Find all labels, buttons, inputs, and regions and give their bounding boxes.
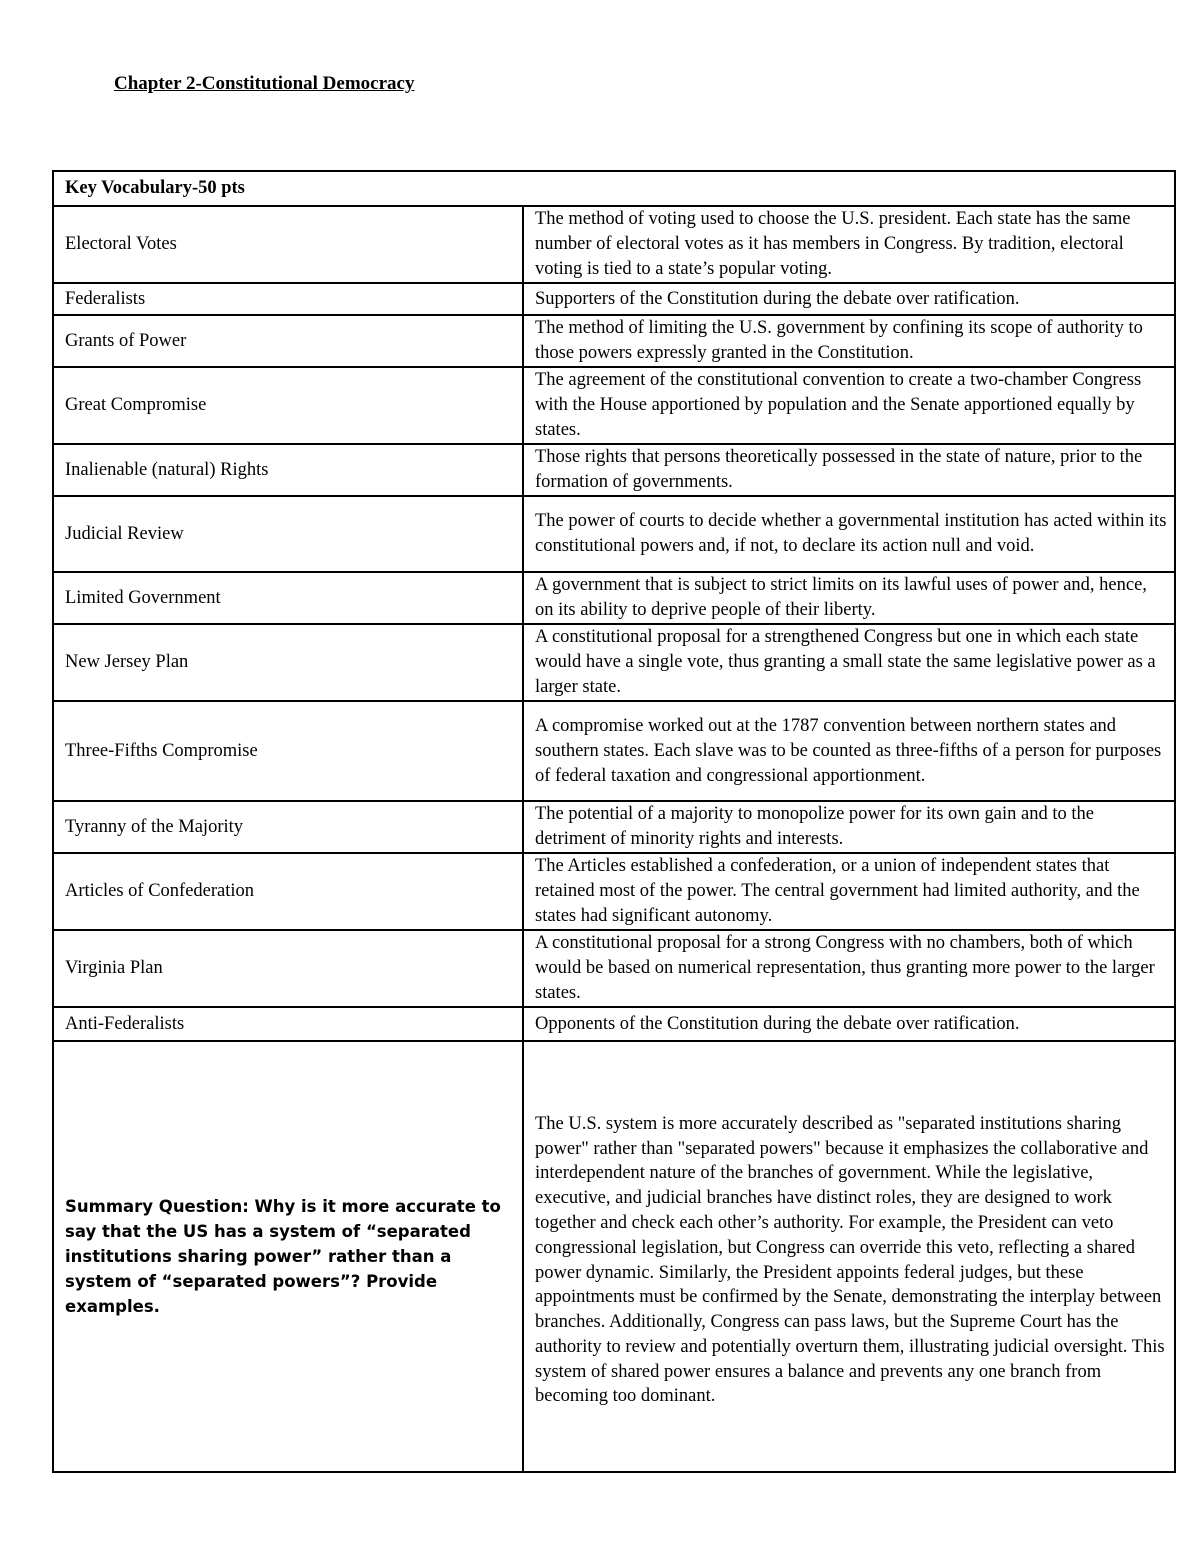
table-row	[53, 801, 1175, 853]
term-cell: Three-Fifths Compromise	[53, 701, 523, 801]
term-cell: New Jersey Plan	[53, 624, 523, 701]
term-cell: Electoral Votes	[53, 206, 523, 283]
page-title: Chapter 2-Constitutional Democracy	[114, 73, 415, 94]
table-row	[53, 367, 1175, 444]
definition-cell: A government that is subject to strict limits on its lawful uses of power and, hence, on its ability to deprive people of their liberty.	[523, 572, 1175, 624]
term-cell: Virginia Plan	[53, 930, 523, 1007]
table-row	[53, 283, 1175, 315]
definition-cell: The power of courts to decide whether a governmental institution has acted within its constitutional powers and, if not, to declare its action null and void.	[523, 496, 1175, 572]
table-row	[53, 701, 1175, 801]
table-row	[53, 206, 1175, 283]
summary-row	[53, 1041, 1175, 1472]
table-row	[53, 315, 1175, 367]
table-row	[53, 853, 1175, 930]
definition-cell: The method of limiting the U.S. government by confining its scope of authority to those powers expressly granted in the Constitution.	[523, 315, 1175, 367]
definition-cell: A compromise worked out at the 1787 convention between northern states and southern states. Each slave was to be counted as three-fifths of a person for purposes of federal taxation and congressional apportionment.	[523, 701, 1175, 801]
definition-cell: The Articles established a confederation, or a union of independent states that retained most of the power. The central government had limited authority, and the states had significant autonomy.	[523, 853, 1175, 930]
term-cell: Great Compromise	[53, 367, 523, 444]
definition-cell: Those rights that persons theoretically possessed in the state of nature, prior to the formation of governments.	[523, 444, 1175, 496]
vocabulary-table	[52, 170, 1176, 1473]
summary-answer: The U.S. system is more accurately described as "separated institutions sharing power" rather than "separated powers" because it emphasizes the collaborative and interdependent nature of the branches of government. While the legislative, executive, and judicial branches have distinct roles, they are designed to work together and check each other’s authority. For example, the President can veto congressional legislation, but Congress can override this veto, reflecting a shared power dynamic. Similarly, the President appoints federal judges, but these appointments must be confirmed by the Senate, demonstrating the interplay between branches. Additionally, Congress can pass laws, but the Supreme Court has the authority to review and potentially overturn them, illustrating judicial oversight. This system of shared power ensures a balance and prevents any one branch from becoming too dominant.	[523, 1041, 1175, 1472]
term-cell: Judicial Review	[53, 496, 523, 572]
table-row	[53, 444, 1175, 496]
table-row	[53, 624, 1175, 701]
definition-cell: A constitutional proposal for a strong Congress with no chambers, both of which would be based on numerical representation, thus granting more power to the larger states.	[523, 930, 1175, 1007]
term-cell: Inalienable (natural) Rights	[53, 444, 523, 496]
summary-question: Summary Question: Why is it more accurate to say that the US has a system of “separated institutions sharing power” rather than a system of “separated powers”? Provide examples.	[53, 1041, 523, 1472]
term-cell: Anti-Federalists	[53, 1007, 523, 1041]
definition-cell: A constitutional proposal for a strengthened Congress but one in which each state would have a single vote, thus granting a small state the same legislative power as a larger state.	[523, 624, 1175, 701]
definition-cell: The agreement of the constitutional convention to create a two-chamber Congress with the House apportioned by population and the Senate apportioned equally by states.	[523, 367, 1175, 444]
term-cell: Articles of Confederation	[53, 853, 523, 930]
definition-cell: The method of voting used to choose the U.S. president. Each state has the same number of electoral votes as it has members in Congress. By tradition, electoral voting is tied to a state’s popular voting.	[523, 206, 1175, 283]
table-row	[53, 930, 1175, 1007]
table-header-row	[53, 171, 1175, 206]
table-row	[53, 572, 1175, 624]
term-cell: Grants of Power	[53, 315, 523, 367]
term-cell: Federalists	[53, 283, 523, 315]
table-row	[53, 1007, 1175, 1041]
term-cell: Tyranny of the Majority	[53, 801, 523, 853]
term-cell: Limited Government	[53, 572, 523, 624]
definition-cell: Supporters of the Constitution during the debate over ratification.	[523, 283, 1175, 315]
table-header: Key Vocabulary-50 pts	[53, 171, 1175, 206]
table-row	[53, 496, 1175, 572]
definition-cell: Opponents of the Constitution during the debate over ratification.	[523, 1007, 1175, 1041]
definition-cell: The potential of a majority to monopolize power for its own gain and to the detriment of minority rights and interests.	[523, 801, 1175, 853]
